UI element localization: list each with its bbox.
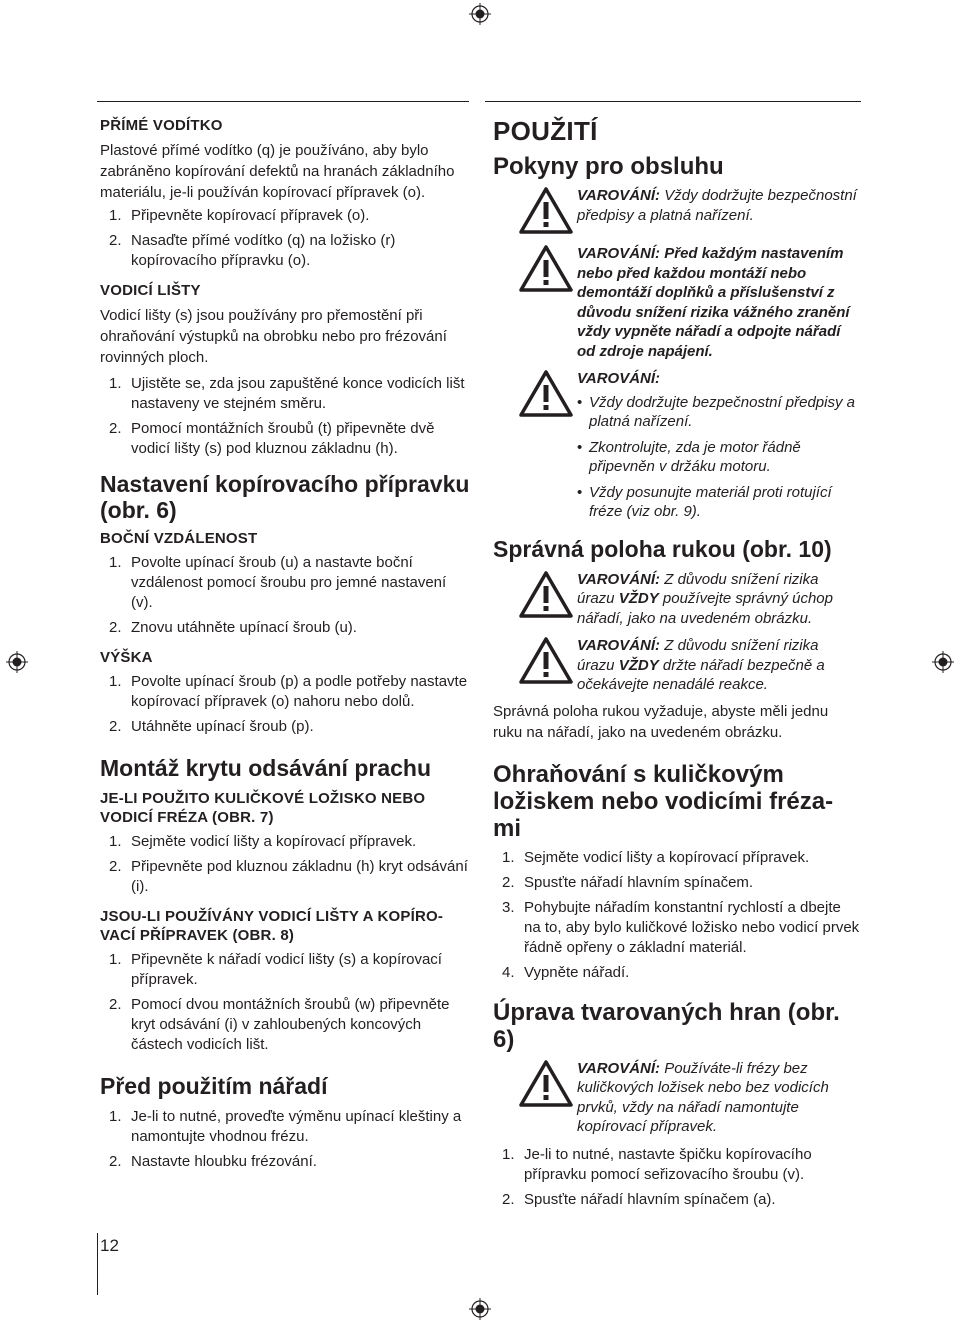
list-uprava bbox=[493, 1145, 860, 1210]
list-pred bbox=[100, 1107, 470, 1172]
heading-uprava-hran: Úprava tvarovaných hran (obr. 6) bbox=[493, 998, 840, 1053]
list-item: 2. Nastavte hloubku frézování. bbox=[109, 1153, 317, 1170]
list-item: 1. Povolte upínací šroub (u) a nastavte boční vzdálenost pomocí šroubu pro jemné nastavení (v). bbox=[109, 554, 447, 611]
list-item: 1. Sejměte vodicí lišty a kopírovací přípravek. bbox=[502, 848, 810, 866]
list-vodici-listy bbox=[100, 374, 470, 459]
list-item: 2. Spusťte nářadí hlavním spínačem. bbox=[502, 873, 754, 891]
warning-block bbox=[493, 369, 860, 522]
registration-mark-icon bbox=[469, 3, 491, 25]
warning-triangle-icon bbox=[519, 369, 573, 417]
paragraph-prime-voditko: Plastové přímé vodítko (q) je používáno, aby bylo zabráněno kopírování defektů na hranách základního materiálu, je-li používán kopírovací přípravek (o). bbox=[100, 142, 455, 201]
heading-vodici-listy-pripravek: JSOU-LI POUŽÍVÁNY VODICÍ LIŠTY A KOPÍRO-VACÍ PŘÍPRAVEK (OBR. 8) bbox=[100, 908, 444, 944]
left-column bbox=[100, 116, 470, 1177]
list-kulickove bbox=[100, 832, 470, 897]
list-item: 2. Utáhněte upínací šroub (p). bbox=[109, 718, 314, 735]
heading-pokyny: Pokyny pro obsluhu bbox=[493, 153, 724, 180]
list-item: • Vždy dodržujte bezpečnostní předpisy a platná nařízení. bbox=[577, 393, 860, 432]
page-number-rule bbox=[97, 1233, 98, 1295]
registration-mark-icon bbox=[469, 1298, 491, 1320]
warning-bullets bbox=[577, 393, 860, 522]
warning-emphasis: VŽDY bbox=[618, 656, 659, 674]
list-item: 2. Pomocí montážních šroubů (t) připevněte dvě vodicí lišty (s) pod kluznou základnu (h). bbox=[109, 420, 435, 457]
heading-prime-voditko: PŘÍMÉ VODÍTKO bbox=[100, 117, 223, 134]
warning-label: VAROVÁNÍ: bbox=[577, 637, 661, 654]
paragraph-vodici-listy: Vodicí lišty (s) jsou používány pro přemostění při ohraňování výstupků na obrobku nebo pro frézování rovinných ploch. bbox=[100, 307, 447, 366]
warning-label: VAROVÁNÍ: bbox=[577, 187, 661, 204]
list-ohranovani bbox=[493, 848, 860, 983]
warning-text: Vždy dodržujte bezpečnostní předpisy a platná nařízení. bbox=[577, 187, 857, 224]
heading-bocni-vzdalenost: BOČNÍ VZDÁLENOST bbox=[100, 530, 258, 547]
warning-text: Používáte-li frézy bez kuličkových ložisek nebo bez vodicích prvků, vždy na nářadí namontujte kopírovací přípravek. bbox=[577, 1059, 829, 1135]
heading-montaz-krytu: Montáž krytu odsávání prachu bbox=[100, 755, 432, 781]
warning-triangle-icon bbox=[519, 244, 573, 292]
heading-poloha-rukou: Správná poloha rukou (obr. 10) bbox=[493, 535, 832, 562]
list-vyska bbox=[100, 672, 470, 737]
paragraph-poloha: Správná poloha rukou vyžaduje, abyste měli jednu ruku na nářadí, jako na uvedeném obrázku. bbox=[493, 702, 829, 741]
top-rule-left bbox=[97, 101, 469, 102]
top-rule-right bbox=[485, 101, 861, 102]
registration-mark-icon bbox=[6, 651, 28, 673]
warning-triangle-icon bbox=[519, 570, 573, 618]
heading-vyska: VÝŠKA bbox=[100, 649, 153, 666]
right-column bbox=[493, 116, 860, 1215]
list-item: 1. Sejměte vodicí lišty a kopírovací přípravek. bbox=[109, 833, 417, 850]
list-item: • Vždy posunujte materiál proti rotující fréze (viz obr. 9). bbox=[577, 483, 860, 522]
warning-block bbox=[493, 570, 860, 629]
list-item: 2. Připevněte pod kluznou základnu (h) kryt odsávání (i). bbox=[109, 858, 468, 895]
list-item: 2. Pomocí dvou montážních šroubů (w) připevněte kryt odsávání (i) v zahloubených koncových částech vodicích lišt. bbox=[109, 996, 450, 1053]
heading-vodici-listy: VODICÍ LIŠTY bbox=[100, 282, 201, 299]
list-item: 1. Je-li to nutné, nastavte špičku kopírovacího přípravku pomocí seřizovacího šroubu (v). bbox=[502, 1145, 812, 1183]
registration-mark-icon bbox=[932, 651, 954, 673]
warning-text: Před každým nastavením nebo před každou montáží nebo demontáží doplňků a příslušenství z důvodu snížení rizika vážného zranění vždy vypněte nářadí a odpojte nářadí od zdroje napájení. bbox=[577, 245, 850, 360]
list-prime-voditko bbox=[100, 206, 470, 271]
list-item: 3. Pohybujte nářadím konstantní rychlostí a dbejte na to, aby bylo kuličkové ložisko nebo vodicí prvek řádně opřeny o základní materiál. bbox=[502, 898, 860, 956]
warning-label: VAROVÁNÍ: bbox=[577, 570, 661, 588]
list-listy bbox=[100, 950, 470, 1055]
warning-label: VAROVÁNÍ: bbox=[577, 370, 661, 387]
list-item: 2. Znovu utáhněte upínací šroub (u). bbox=[109, 619, 357, 636]
list-item: 1. Připevněte k nářadí vodicí lišty (s) a kopírovací přípravek. bbox=[109, 951, 442, 988]
warning-triangle-icon bbox=[519, 186, 573, 234]
list-item: • Zkontrolujte, zda je motor řádně připevněn v držáku motoru. bbox=[577, 438, 860, 477]
warning-block bbox=[493, 636, 860, 695]
warning-text: používejte správný úchop nářadí, jako na uvedeném obrázku. bbox=[577, 590, 833, 627]
warning-text: Z důvodu snížení rizika úrazu bbox=[577, 637, 819, 674]
page-number: 12 bbox=[100, 1236, 119, 1255]
list-item: 4. Vypněte nářadí. bbox=[502, 963, 630, 981]
list-item: 1. Připevněte kopírovací přípravek (o). bbox=[109, 207, 370, 224]
warning-emphasis: VŽDY bbox=[618, 590, 659, 607]
warning-triangle-icon bbox=[519, 636, 573, 684]
list-item: 1. Je-li to nutné, proveďte výměnu upínací kleštiny a namontujte vhodnou frézu. bbox=[109, 1108, 462, 1145]
warning-block bbox=[493, 186, 860, 236]
warning-text: držte nářadí bezpečně a očekávejte nenadálé reakce. bbox=[577, 656, 825, 693]
warning-text: Z důvodu snížení rizika úrazu bbox=[577, 570, 819, 607]
heading-kulickove-lozisko: JE-LI POUŽITO KULIČKOVÉ LOŽISKO NEBO VODICÍ FRÉZA (OBR. 7) bbox=[100, 790, 426, 826]
warning-block bbox=[493, 1059, 860, 1137]
warning-label: VAROVÁNÍ: bbox=[577, 1059, 661, 1077]
heading-nastaveni: Nastavení kopírovacího přípravku (obr. 6) bbox=[100, 471, 470, 523]
list-item: 2. Nasaďte přímé vodítko (q) na ložisko (r) kopírovacího přípravku (o). bbox=[109, 232, 396, 269]
warning-triangle-icon bbox=[519, 1059, 573, 1107]
heading-pouziti: POUŽITÍ bbox=[493, 116, 598, 146]
list-item: 1. Povolte upínací šroub (p) a podle potřeby nastavte kopírovací přípravek (o) nahoru nebo dolů. bbox=[109, 673, 468, 710]
warning-block bbox=[493, 244, 860, 361]
heading-ohranovani: Ohraňování s kuličkovým ložiskem nebo vodicími fréza-mi bbox=[493, 760, 834, 842]
list-item: 1. Ujistěte se, zda jsou zapuštěné konce vodicích lišt nastaveny ve stejném směru. bbox=[109, 375, 465, 412]
list-item: 2. Spusťte nářadí hlavním spínačem (a). bbox=[502, 1190, 776, 1208]
list-bocni bbox=[100, 553, 470, 638]
heading-pred-pouzitim: Před použitím nářadí bbox=[100, 1073, 328, 1099]
warning-label: VAROVÁNÍ: bbox=[577, 245, 661, 262]
